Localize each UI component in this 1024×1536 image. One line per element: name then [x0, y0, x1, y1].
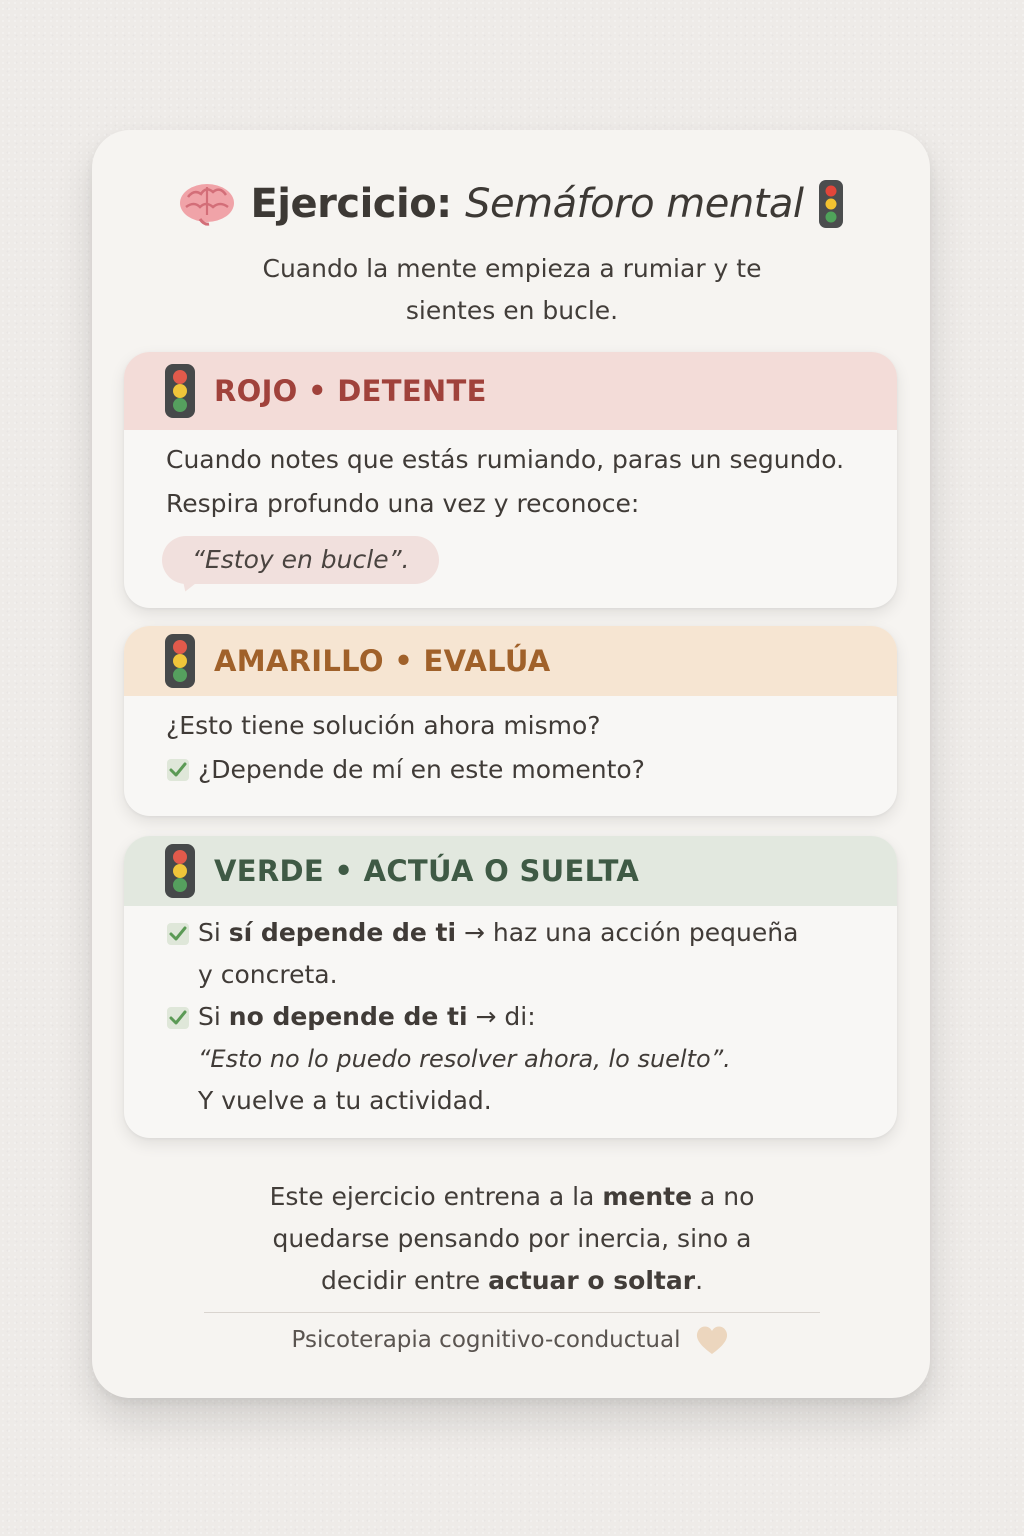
subtitle — [192, 248, 832, 332]
footer-l3-a: decidir entre — [320, 1266, 489, 1295]
exercise-card — [92, 130, 930, 1398]
footer-l1-b: la — [572, 1182, 603, 1211]
green-item-2-a: Si — [198, 1002, 229, 1031]
green-item-1-text — [198, 912, 798, 996]
yellow-check-item — [166, 748, 855, 792]
footer-l3-c: . — [695, 1266, 704, 1295]
yellow-line-2: ¿Depende de mí en este momento? — [198, 755, 645, 784]
green-item-1-d: y concreta. — [198, 960, 338, 989]
footer-summary — [202, 1176, 822, 1302]
footer-divider — [204, 1312, 820, 1313]
section-red-title: ROJO • DETENTE — [214, 374, 487, 408]
red-line-2: Respira profundo una vez y reconoce: — [166, 489, 640, 518]
footer-l3-b: actuar o soltar — [488, 1266, 696, 1295]
footer-line-2: quedarse pensando por inercia, sino a — [272, 1224, 752, 1253]
section-yellow-body — [124, 696, 897, 792]
footer-line-1 — [202, 1176, 822, 1218]
green-quote: “Esto no lo puedo resolver ahora, lo suelto”. — [198, 1045, 731, 1073]
subtitle-line-2: sientes en bucle. — [405, 296, 619, 325]
red-quote-bubble: “Estoy en bucle”. — [162, 536, 439, 584]
page-title — [250, 181, 803, 227]
green-item-2-c: → di: — [467, 1002, 536, 1031]
traffic-light-icon — [162, 843, 198, 899]
section-red-header — [124, 352, 897, 430]
traffic-light-icon — [162, 363, 198, 419]
green-check-item-1 — [166, 912, 855, 996]
signature-text: Psicoterapia cognitivo-conductual — [291, 1327, 681, 1353]
title-row — [92, 174, 930, 234]
yellow-line-1: ¿Esto tiene solución ahora mismo? — [166, 711, 601, 740]
section-red-body — [124, 430, 897, 526]
check-icon — [166, 1006, 190, 1030]
section-yellow-header — [124, 626, 897, 696]
footer-l1-a: Este ejercicio entrena a — [269, 1182, 573, 1211]
red-line-1: Cuando notes que estás rumiando, paras un segundo. — [166, 445, 845, 474]
section-yellow — [124, 626, 897, 816]
traffic-light-icon — [818, 179, 844, 229]
signature-row — [92, 1320, 930, 1360]
section-green — [124, 836, 897, 1138]
title-emphasis: Semáforo mental — [465, 181, 804, 227]
green-item-1-c: → haz una acción pequeña — [456, 918, 799, 947]
brain-icon — [178, 181, 236, 227]
traffic-light-icon — [162, 633, 198, 689]
green-item-1-b: sí depende de ti — [228, 918, 457, 947]
section-green-title: VERDE • ACTÚA O SUELTA — [214, 854, 640, 888]
footer-l1-c: mente — [602, 1182, 693, 1211]
title-prefix: Ejercicio: — [250, 181, 452, 227]
subtitle-line-1: Cuando la mente empieza a rumiar y te — [262, 254, 762, 283]
check-icon — [166, 758, 190, 782]
section-green-body — [124, 906, 897, 1122]
green-item-1-a: Si — [198, 918, 229, 947]
section-red — [124, 352, 897, 608]
green-closing: Y vuelve a tu actividad. — [198, 1086, 492, 1115]
check-icon — [166, 922, 190, 946]
section-green-header — [124, 836, 897, 906]
footer-line-3 — [202, 1260, 822, 1302]
green-check-item-2 — [166, 996, 855, 1122]
footer-l1-d: a no — [692, 1182, 755, 1211]
section-yellow-title: AMARILLO • EVALÚA — [214, 644, 551, 678]
green-item-2-b: no depende de ti — [228, 1002, 468, 1031]
green-item-2-text — [198, 996, 731, 1122]
heart-icon — [694, 1324, 730, 1356]
